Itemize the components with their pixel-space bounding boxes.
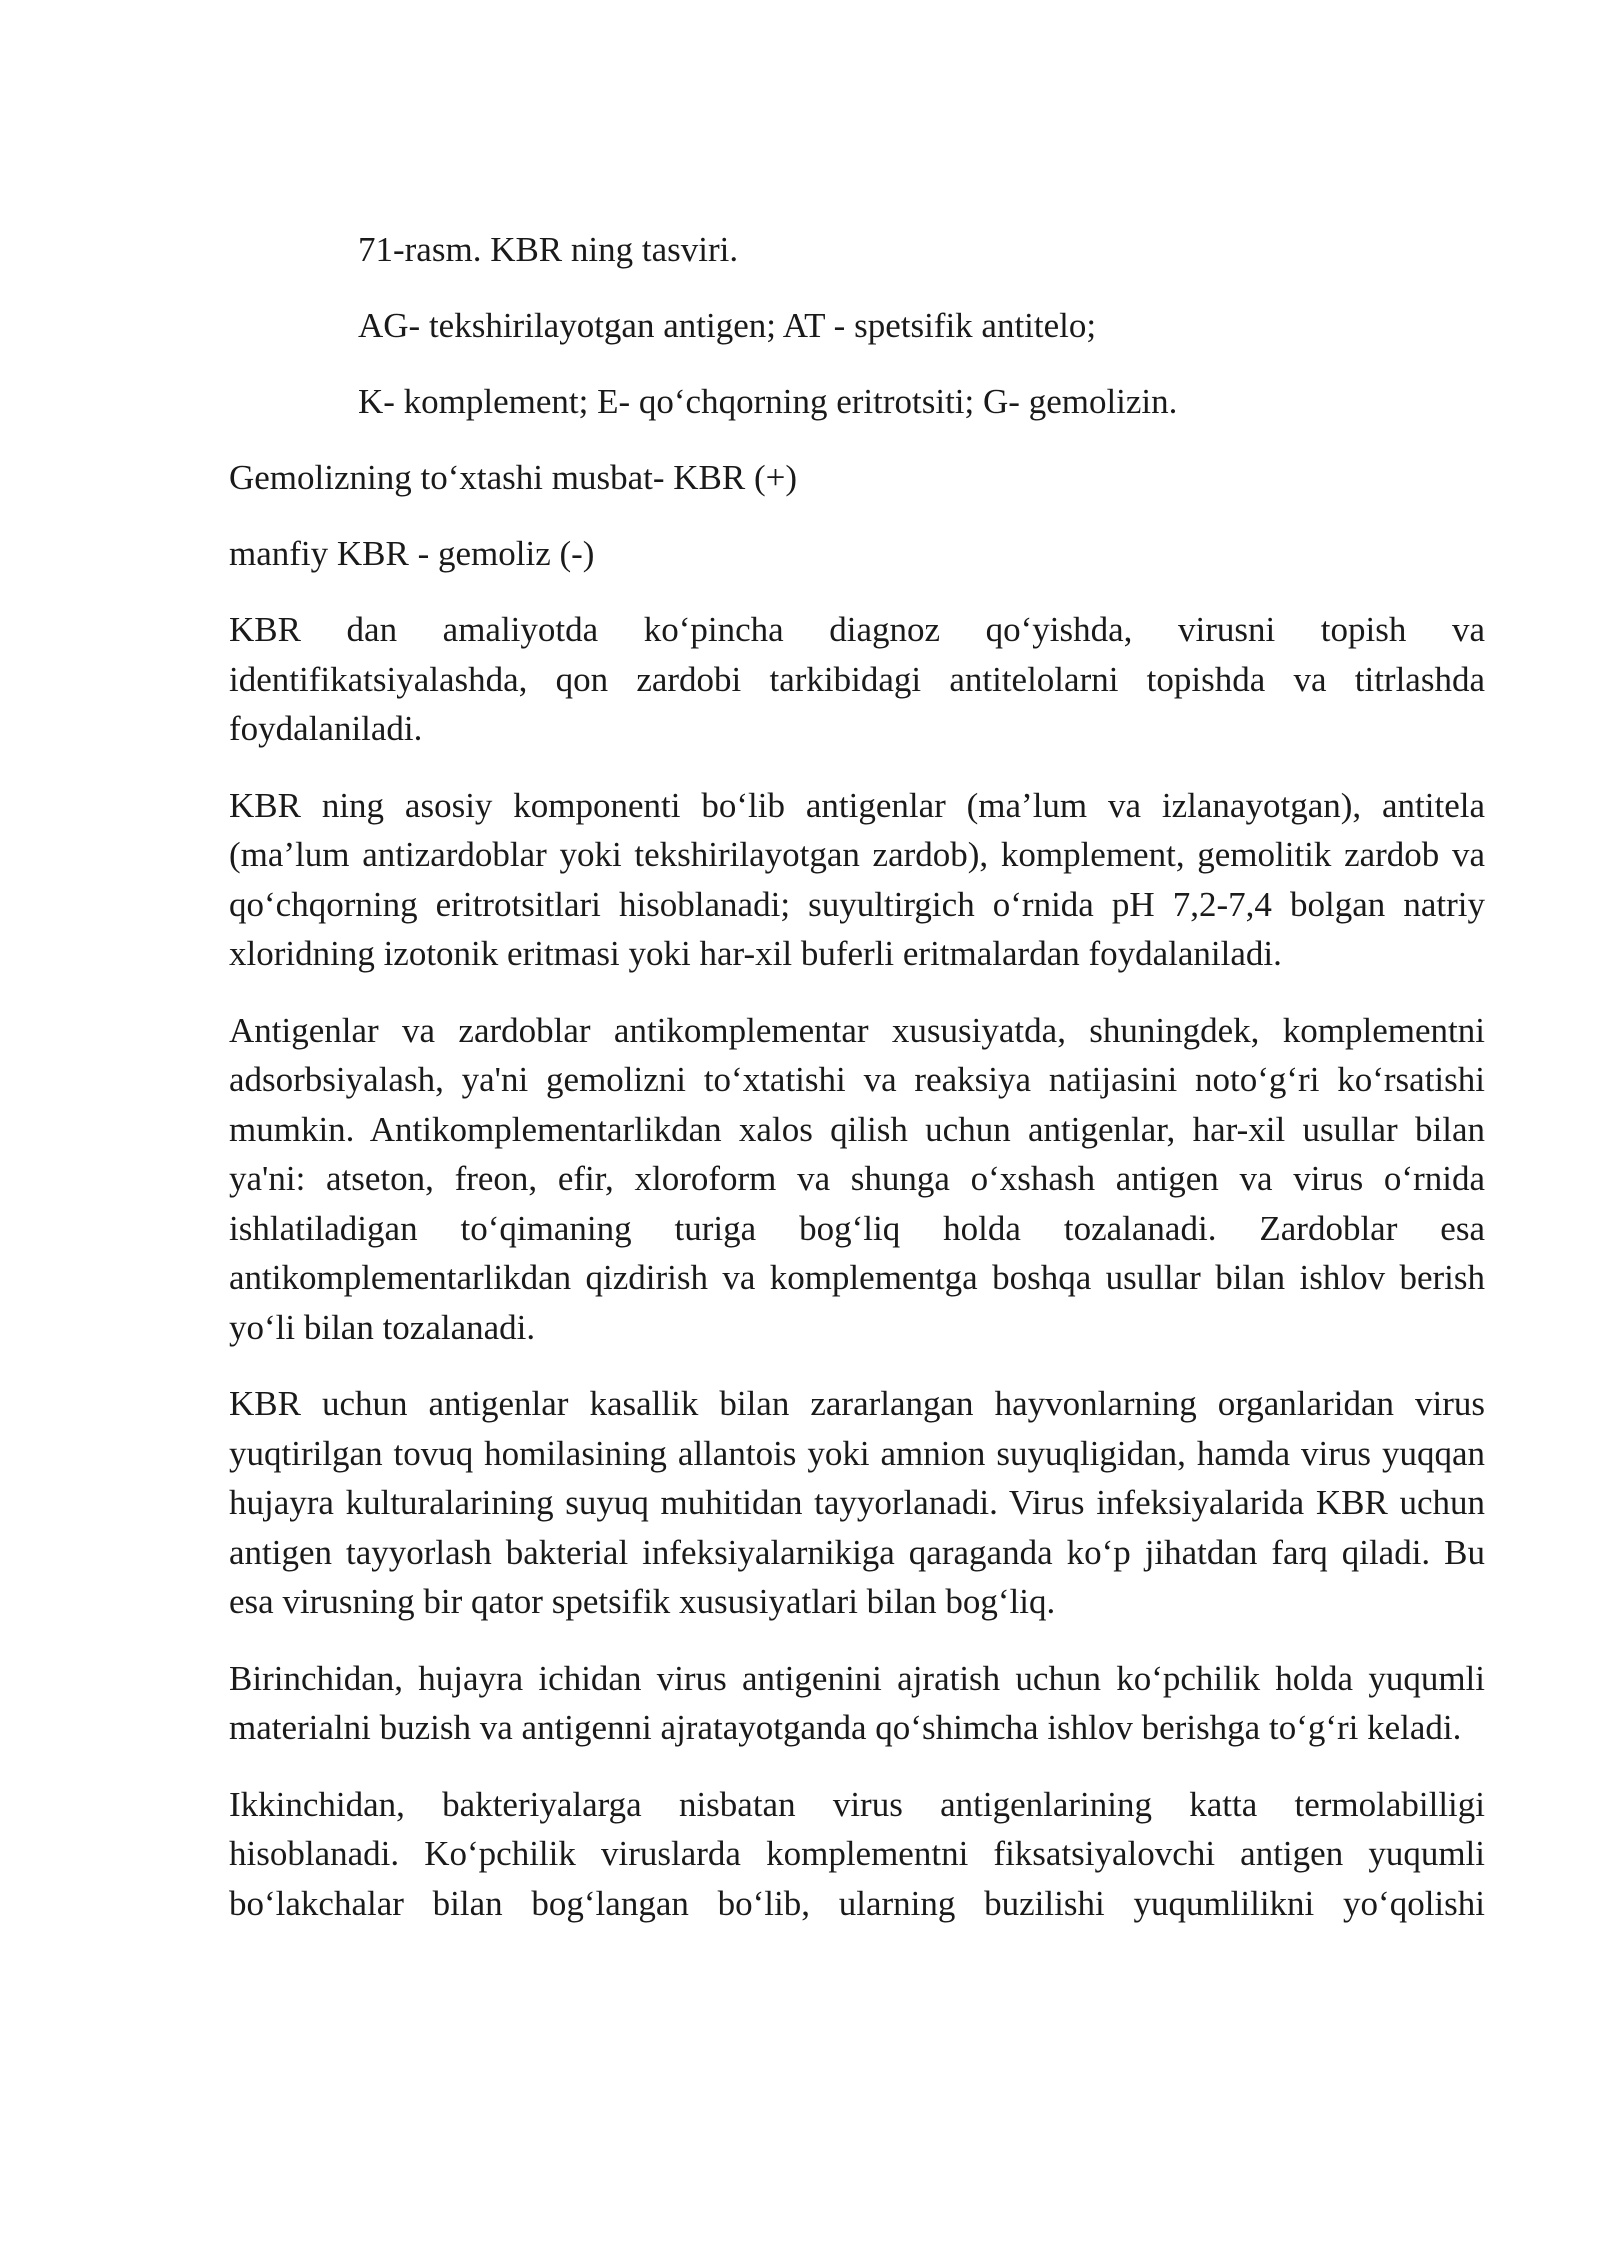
paragraph-antigen-sources: KBR uchun antigenlar kasallik bilan zararlangan hayvonlarning organlaridan virus yuqtirilgan tovuq homilasining allantois yoki amnion suyuqligidan, hamda virus yuqqan hujayra kulturalarining suyuq muhitidan tayyorlanadi. Virus infeksiyalarida KBR uchun antigen tayyorlash bakterial infeksiyalarnikiga qaraganda ko‘p jihatdan farq qiladi. Bu esa virusning bir qator spetsifik xususiyatlari bilan bog‘liq. (229, 1384, 1485, 1621)
document-page (229, 225, 1485, 1928)
figure-legend-line-2: K- komplement; E- qo‘chqorning eritrotsiti; G- gemolizin. (358, 382, 1178, 421)
paragraph-anticomplementary: Antigenlar va zardoblar antikomplementar xususiyatda, shuningdek, komplementni adsorbsiyalash, ya'ni gemolizni to‘xtatishi va reaksiya natijasini noto‘g‘ri ko‘rsatishi mumkin. Antikomplementarlikdan xalos qilish uchun antigenlar, har-xil usullar bilan ya'ni: atseton, freon, efir, xloroform va shunga o‘xshash antigen va virus o‘rnida ishlatiladigan to‘qimaning turiga bog‘liq holda tozalanadi. Zardoblar esa antikomplementarlikdan qizdirish va komplementga boshqa usullar bilan ishlov berish yo‘li bilan tozalanadi. (229, 1010, 1485, 1347)
paragraph-kbr-usage: KBR dan amaliyotda ko‘pincha diagnoz qo‘yishda, virusni topish va identifikatsiyalashda, qon zardobi tarkibidagi antitelolarni topishda va titrlashda foydalaniladi. (229, 610, 1485, 748)
paragraph-first-reason: Birinchidan, hujayra ichidan virus antigenini ajratish uchun ko‘pchilik holda yuqumli materialni buzish va antigenni ajratayotganda qo‘shimcha ishlov berishga to‘g‘ri keladi. (229, 1658, 1485, 1747)
positive-result-line: Gemolizning to‘xtashi musbat- KBR (+) (229, 458, 797, 497)
figure-legend-line-1: AG- tekshirilayotgan antigen; AT - spetsifik antitelo; (358, 306, 1097, 345)
paragraph-second-reason: Ikkinchidan, bakteriyalarga nisbatan virus antigenlarining katta termolabilligi hisoblanadi. Ko‘pchilik viruslarda komplementni fiksatsiyalovchi antigen yuqumli bo‘lakchalar bilan bog‘langan bo‘lib, ularning buzilishi yuqumlilikni yo‘qolishi (229, 1784, 1485, 1923)
negative-result-line: manfiy KBR - gemoliz (-) (229, 534, 595, 573)
figure-caption-title: 71-rasm. KBR ning tasviri. (358, 230, 739, 269)
paragraph-kbr-components: KBR ning asosiy komponenti bo‘lib antigenlar (ma’lum va izlanayotgan), antitela (ma’lum antizardoblar yoki tekshirilayotgan zardob), komplement, gemolitik zardob va qo‘chqorning eritrotsitlari hisoblanadi; suyultirgich o‘rnida pH 7,2-7,4 bolgan natriy xloridning izotonik eritmasi yoki har-xil buferli eritmalardan foydalaniladi. (229, 785, 1485, 973)
